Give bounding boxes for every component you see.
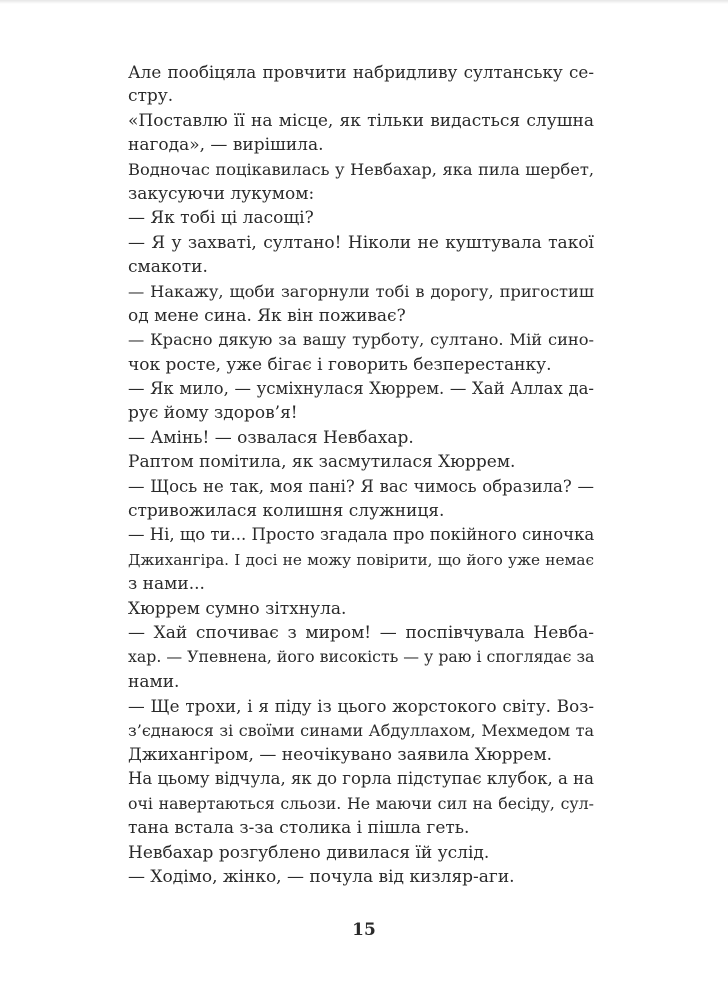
text-line: — Амінь! — озвалася Невбахар. [128, 427, 414, 448]
text-line: з нами... [128, 574, 205, 595]
text-line: тана встала з-за столика і пішла геть. [128, 818, 470, 839]
text-line: стривожилася колишня служниця. [128, 501, 445, 522]
text-line: Раптом помітила, як засмутилася Хюррем. [128, 452, 516, 473]
text-line: рує йому здоров’я! [128, 403, 298, 424]
text-line: — Я у захваті, султано! Ніколи не куштувала такої [128, 232, 594, 253]
text-line: Джихангіра. І досі не можу повірити, що його уже немає [128, 550, 594, 569]
text-line: смакоти. [128, 257, 208, 278]
text-line: Але пообіцяла провчити набридливу султанську се- [128, 62, 594, 82]
text-line: Водночас поцікавилась у Невбахар, яка пила шербет, [128, 159, 594, 179]
text-line: нагода», — вирішила. [128, 135, 324, 156]
page-number: 15 [352, 920, 376, 940]
text-line: — Хай спочиває з миром! — поспівчувала Невба- [128, 622, 594, 643]
text-line: Невбахар розгублено дивилася їй услід. [128, 842, 490, 863]
page-text [128, 60, 594, 889]
text-line: нами. [128, 671, 180, 692]
text-line: чок росте, уже бігає і говорить безперестанку. [128, 354, 552, 375]
text-line: од мене сина. Як він поживає? [128, 305, 406, 326]
text-line: Джихангіром, — неочікувано заявила Хюррем. [128, 744, 553, 765]
text-line: закусуючи лукумом: [128, 183, 315, 204]
text-line: На цьому відчула, як до горла підступає клубок, а на [128, 769, 594, 789]
page-top-edge [0, 0, 728, 4]
text-line: — Як тобі ці ласощі? [128, 208, 314, 229]
text-line: стру. [128, 86, 174, 107]
text-line: — Красно дякую за вашу турботу, султано. Мій сино- [128, 330, 594, 350]
text-line: Хюррем сумно зітхнула. [128, 598, 347, 619]
text-line: — Ні, що ти... Просто згадала про покійного синочка [128, 525, 594, 545]
text-line: очі навертаються сльози. Не маючи сил на бесіду, сул- [128, 793, 594, 813]
text-line: — Накажу, щоби загорнули тобі в дорогу, пригостиш [128, 281, 594, 301]
text-line: «Поставлю її на місце, як тільки видасться слушна [128, 110, 594, 131]
text-line: — Ходімо, жінко, — почула від кизляр-аги. [128, 866, 515, 887]
text-line: — Щось не так, моя пані? Я вас чимось образила? — [128, 476, 594, 496]
text-line: — Як мило, — усміхнулася Хюррем. — Хай Аллах да- [128, 379, 594, 399]
text-line: — Ще трохи, і я піду із цього жорстокого світу. Воз- [128, 696, 594, 717]
text-line: з’єднаюся зі своїми синами Абдуллахом, Мехмедом та [128, 720, 594, 740]
text-line: хар. — Упевнена, його високість — у раю і споглядає за [128, 647, 594, 667]
